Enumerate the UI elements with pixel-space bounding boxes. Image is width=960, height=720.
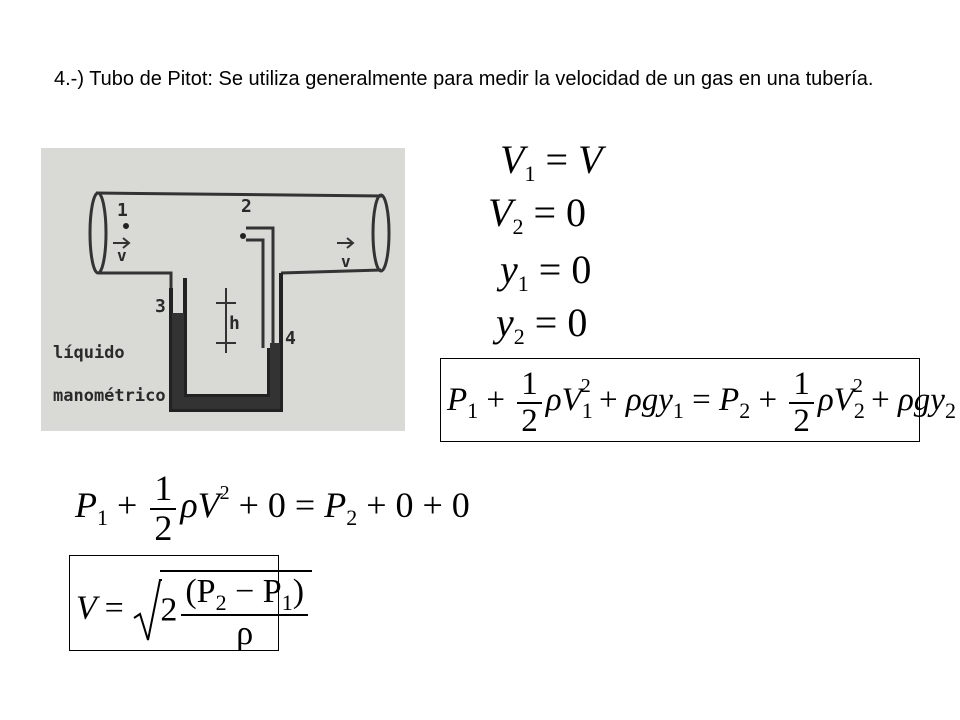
liquid-label: líquido [53,343,125,363]
equation-v1: $V_1 = V$ [500,137,603,186]
height-h-label: h [229,313,240,334]
bernoulli-equation-box [440,358,956,442]
square-root: 2 $\frac{(P_2 - P_1)}{\rho}$ [132,570,312,652]
equation-v2: $V_2 = 0$ [488,190,586,239]
equation-y1: $y_1 = 0$ [500,247,592,296]
substituted-equation: $P_1$ + $\frac{1}{2}$ $\rho V^2 + 0 = P_2 + 0 + 0$ [75,468,470,548]
point-2-label: 2 [241,196,252,217]
manometric-label: manométrico [53,386,166,406]
radical-sign-icon [132,578,162,644]
equation-y2: $y_2 = 0$ [496,300,588,349]
pitot-tube-figure [41,148,405,431]
point-4-label: 4 [285,328,296,349]
velocity-right-label: v [341,252,351,271]
point-1-label: 1 [117,200,128,221]
result-equation: V = 2 $\frac{(P_2 - P_1)}{\rho}$ [76,570,312,652]
slide-heading: 4.-) Tubo de Pitot: Se utiliza generalmente para medir la velocidad de un gas en una tubería. [54,68,874,90]
point-3-label: 3 [155,296,166,317]
bernoulli-equation: $P_1$ + $\frac{1}{2}$ $\rho V_1^2 + \rho gy_1 = P_2$ + $\frac{1}{2}$ $\rho V_2^2 + \rho gy_2$ [447,366,956,439]
velocity-left-label: v [117,246,127,265]
result-equation-box [69,555,305,653]
